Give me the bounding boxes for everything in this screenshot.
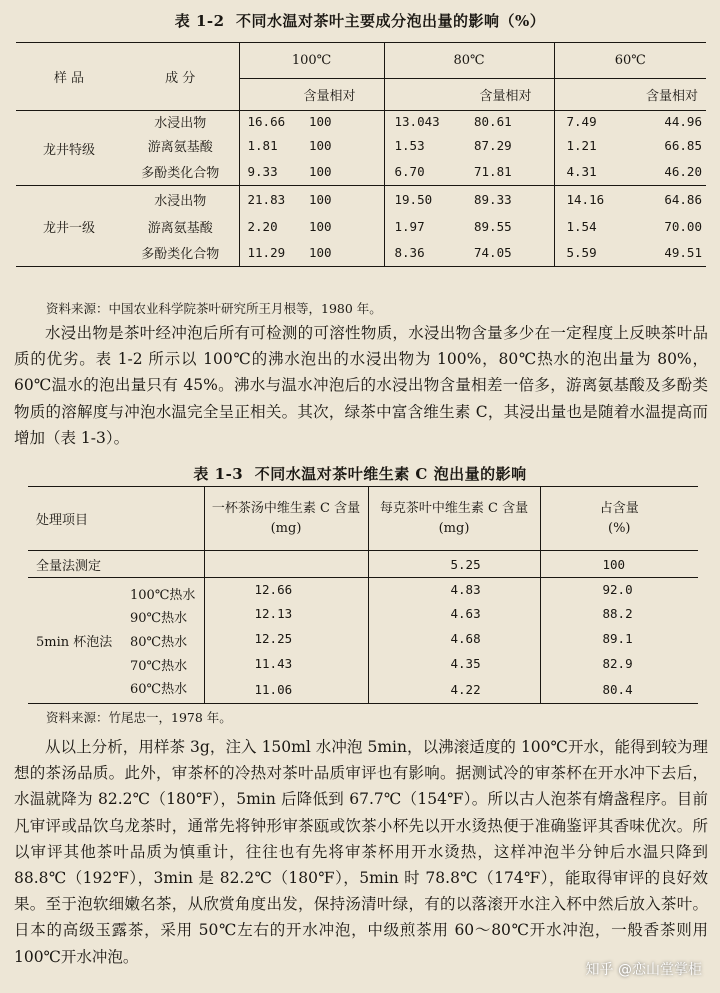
value-cell: 100 xyxy=(309,113,332,129)
temp-label: 100℃热水 xyxy=(130,587,196,603)
component-cell: 水浸出物 xyxy=(154,115,207,131)
value-cell: 49.51 xyxy=(664,245,702,261)
header-temp-60: 60℃ xyxy=(554,43,706,79)
temp-label: 80℃热水 xyxy=(130,634,188,650)
header-sub-80: 含量相对 xyxy=(384,79,554,111)
header-percent-label: 占含量 xyxy=(599,500,639,516)
value-cell: 80.61 xyxy=(474,113,512,129)
value-cell: 11.43 xyxy=(204,651,368,676)
value-cell: 4.83 xyxy=(368,578,540,601)
header-percent xyxy=(540,487,698,551)
header-per-cup-unit: (mg) xyxy=(270,520,302,536)
header-per-gram xyxy=(368,487,540,551)
value-cell: 44.96 xyxy=(664,113,702,129)
value-cell xyxy=(204,551,368,578)
header-per-gram-unit: (mg) xyxy=(438,520,470,536)
paragraph-2-text: 从以上分析，用样茶 3g，注入 150ml 水冲泡 5min，以沸滚适度的 100℃开水，能得到较为理想的茶汤品质。此外，审茶杯的冷热对茶叶品质审评也有影响。据测试冷的审茶杯在开水冲下去后，水温就降为 82.2℃（180℉），5min 后降低到 67.7℃（154℉）。所以古人泡茶有熁盏程序。目前凡审评或品饮乌龙茶时，通常先将钟形审茶瓯或饮茶小杯先以开水烫热便于准确鉴评其香味优次。所以审评其他茶叶品质为慎重计，往往也有先将审茶杯用开水烫热，这样冲泡半分钟后水温只降到 88.8℃（192℉），3min 是 82.2℃（180℉），5min 时 78.8℃（174℉），能取得审评的良好效果。至于泡软细嫩名茶，从欣赏角度出发，保持汤清叶绿，有的以落滚开水注入杯中然后放入茶叶。日本的高级玉露茶，采用 50℃左右的开水冲泡，中级煎茶用 60～80℃开水冲泡，一般香茶则用 100℃开水冲泡。 xyxy=(14,738,708,966)
value-cell: 6.70 xyxy=(384,159,464,186)
value-cell: 46.20 xyxy=(664,164,702,180)
value-cell: 1.54 xyxy=(554,213,636,240)
temp-label: 70℃热水 xyxy=(130,658,188,674)
value-cell: 13.043 xyxy=(384,111,464,132)
value-cell: 12.13 xyxy=(204,601,368,626)
value-cell: 100 xyxy=(309,137,332,153)
method-label: 5min 杯泡法 xyxy=(36,635,113,650)
header-sub-100: 含量相对 xyxy=(239,79,384,111)
group-label: 龙井特级 xyxy=(42,142,95,158)
paragraph-1 xyxy=(14,320,708,451)
table-row xyxy=(28,551,698,578)
value-cell: 14.16 xyxy=(554,186,636,213)
treatment-cell: 全量法测定 xyxy=(36,558,102,574)
value-cell: 70.00 xyxy=(664,218,702,234)
value-cell: 5.59 xyxy=(554,240,636,267)
table-1-2-caption xyxy=(0,10,720,31)
table-row xyxy=(16,111,706,132)
watermark: 知乎 @恋山堂掌柜 xyxy=(585,962,702,978)
value-cell: 64.86 xyxy=(664,191,702,207)
temp-label: 90℃热水 xyxy=(130,611,188,627)
value-cell: 19.50 xyxy=(384,186,464,213)
table-1-2-source: 资料来源：中国农业科学院茶叶研究所王月根等，1980 年。 xyxy=(46,301,382,316)
value-cell: 4.68 xyxy=(368,626,540,651)
header-percent-unit: (%) xyxy=(608,520,631,536)
value-cell: 12.66 xyxy=(204,578,368,601)
value-cell: 71.81 xyxy=(474,164,512,180)
value-cell: 4.31 xyxy=(554,159,636,186)
value-cell: 4.35 xyxy=(368,651,540,676)
paragraph-1-text: 水浸出物是茶叶经冲泡后所有可检测的可溶性物质，水浸出物含量多少在一定程度上反映茶叶品质的优劣。表 1-2 所示以 100℃的沸水泡出的水浸出物为 100%，80℃热水的泡出量为 80%，60℃温水的泡出量只有 45%。沸水与温水冲泡后的水浸出物含量相差一倍多，游离氨基酸及多酚类物质的溶解度与冲泡水温完全呈正相关。其次，绿茶中富含维生素 C，其浸出量也是随着水温提高而增加（表 1-3）。 xyxy=(14,324,708,447)
temp-list xyxy=(130,582,195,700)
header-sample: 样 品 xyxy=(16,43,122,111)
value-cell: 89.55 xyxy=(474,218,512,234)
method-group xyxy=(28,578,204,704)
header-per-cup-label: 一杯茶汤中维生素 C 含量 xyxy=(211,500,361,516)
header-component: 成 分 xyxy=(122,43,239,111)
value-cell: 2.20 xyxy=(239,213,297,240)
value-cell: 74.05 xyxy=(474,245,512,261)
value-cell: 82.9 xyxy=(540,651,698,676)
header-temp-100: 100℃ xyxy=(239,43,384,79)
table-1-3-caption xyxy=(0,463,720,484)
table-1-2-title: 不同水温对茶叶主要成分泡出量的影响（%） xyxy=(236,12,546,30)
table-1-3-source: 资料来源：竹尾忠一，1978 年。 xyxy=(46,710,232,725)
value-cell: 1.21 xyxy=(554,132,636,159)
value-cell: 100 xyxy=(309,191,332,207)
value-cell: 1.97 xyxy=(384,213,464,240)
component-cell: 水浸出物 xyxy=(154,193,207,209)
value-cell: 12.25 xyxy=(204,626,368,651)
table-1-3 xyxy=(28,486,698,704)
header-per-gram-label: 每克茶叶中维生素 C 含量 xyxy=(379,500,529,516)
paragraph-2 xyxy=(14,734,708,970)
value-cell: 100 xyxy=(309,164,332,180)
table-1-3-number: 表 1-3 xyxy=(193,465,244,483)
value-cell: 89.33 xyxy=(474,191,512,207)
header-temp-80: 80℃ xyxy=(384,43,554,79)
value-cell: 100 xyxy=(540,551,698,578)
value-cell: 9.33 xyxy=(239,159,297,186)
value-cell: 88.2 xyxy=(540,601,698,626)
table-row xyxy=(28,578,698,601)
value-cell: 11.06 xyxy=(204,676,368,703)
component-cell: 多酚类化合物 xyxy=(141,247,220,263)
value-cell: 87.29 xyxy=(474,137,512,153)
value-cell: 7.49 xyxy=(554,111,636,132)
component-cell: 多酚类化合物 xyxy=(141,166,220,182)
header-per-cup xyxy=(204,487,368,551)
table-row xyxy=(16,186,706,213)
value-cell: 100 xyxy=(309,218,332,234)
value-cell: 89.1 xyxy=(540,626,698,651)
component-cell: 游离氨基酸 xyxy=(147,220,213,236)
value-cell: 5.25 xyxy=(368,551,540,578)
table-1-3-title: 不同水温对茶叶维生素 C 泡出量的影响 xyxy=(254,465,527,483)
value-cell: 4.63 xyxy=(368,601,540,626)
value-cell: 92.0 xyxy=(540,578,698,601)
value-cell: 66.85 xyxy=(664,137,702,153)
group-label: 龙井一级 xyxy=(16,186,122,267)
table-1-2 xyxy=(16,42,706,267)
temp-label: 60℃热水 xyxy=(130,682,188,698)
value-cell: 8.36 xyxy=(384,240,464,267)
value-cell: 21.83 xyxy=(239,186,297,213)
value-cell: 1.81 xyxy=(239,132,297,159)
header-sub-60: 含量相对 xyxy=(554,79,706,111)
value-cell: 4.22 xyxy=(368,676,540,703)
value-cell: 16.66 xyxy=(239,111,297,132)
value-cell: 11.29 xyxy=(239,240,297,267)
value-cell: 80.4 xyxy=(540,676,698,703)
value-cell: 100 xyxy=(309,245,332,261)
table-1-2-number: 表 1-2 xyxy=(174,12,225,30)
component-cell: 游离氨基酸 xyxy=(147,139,213,155)
header-treatment: 处理项目 xyxy=(36,513,89,528)
value-cell: 1.53 xyxy=(384,132,464,159)
